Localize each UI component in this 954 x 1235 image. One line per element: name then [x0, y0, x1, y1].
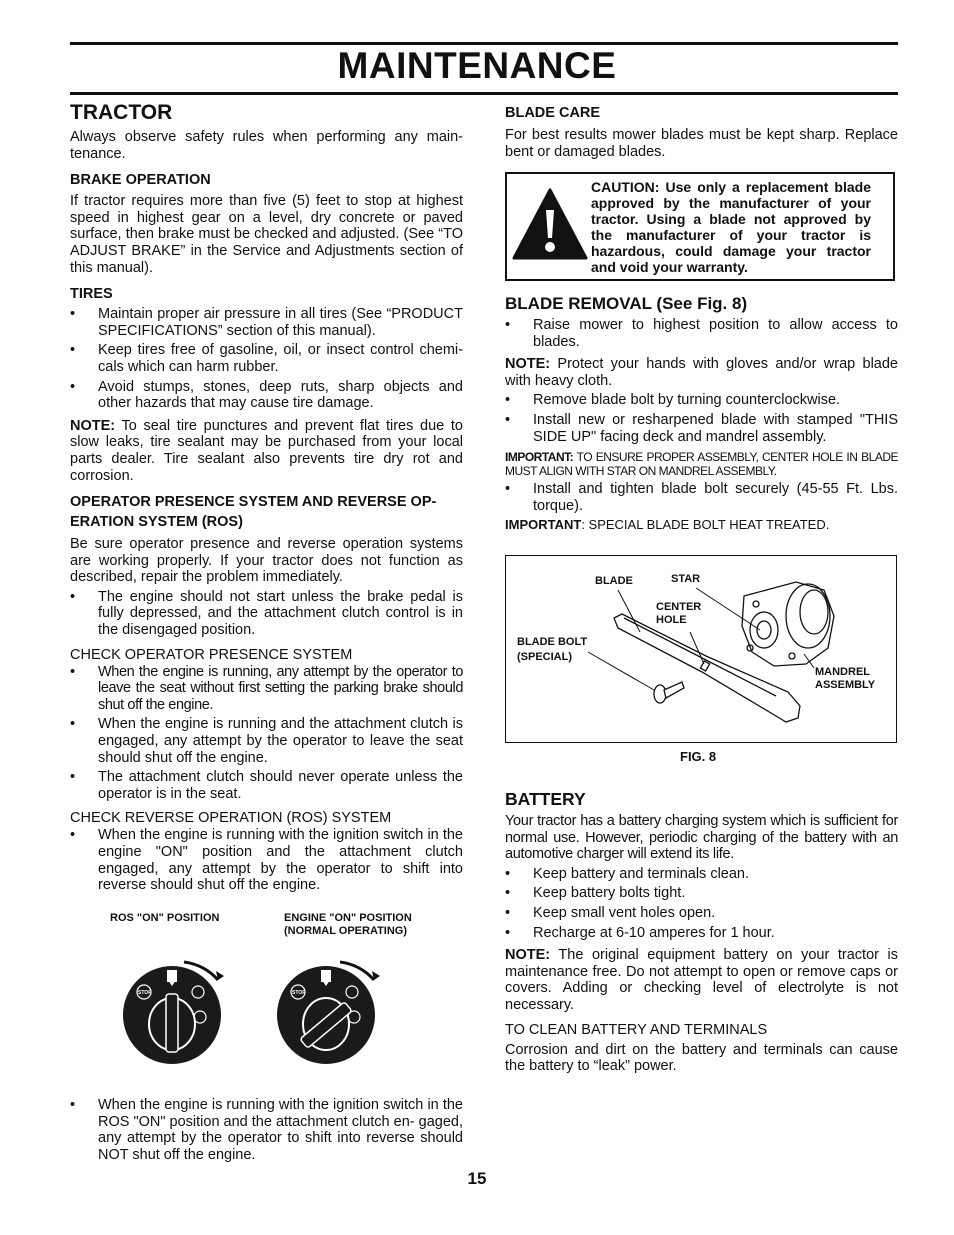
warning-icon: [511, 186, 589, 264]
battery-section: [505, 788, 898, 1075]
important-label: IMPORTANT: [505, 517, 582, 533]
blade-removal-list-3: [505, 481, 898, 514]
ros-text: Be sure operator presence and reverse operation systems are working properly. If your tractor does not function as described, repair the problem immediately.: [70, 536, 463, 586]
blade-care-heading: BLADE CARE: [505, 105, 601, 121]
ops-list: [70, 664, 463, 803]
stop-label-right: STOP: [292, 990, 306, 996]
ros-switch: [123, 962, 224, 1064]
blade-care-text: For best results mower blades must be kept sharp. Replace bent or damaged blades.: [505, 127, 898, 160]
ros-last-list: [70, 1097, 463, 1163]
list-item: • Recharge at 6-10 amperes for 1 hour.: [505, 925, 898, 942]
list-item: • When the engine is running with the ignition switch in the engine "ON" position and the attachment clutch engaged, any attempt by the operator to shift into reverse should shut off the engine.: [70, 827, 463, 893]
fig8-label-hole: HOLE: [656, 614, 687, 626]
list-item: • Raise mower to highest position to allow access to blades.: [505, 317, 898, 350]
note-text: The original equipment battery on your tractor is maintenance free. Do not attempt to open or remove caps or covers. Adding or checking level of electrolyte is not necessary.: [505, 947, 898, 1013]
important-note-1: [505, 450, 898, 478]
header-bottom-rule: [70, 92, 898, 95]
list-item: • The attachment clutch should never operate unless the operator is in the seat.: [70, 769, 463, 802]
caution-box: [505, 172, 895, 281]
note-text: To seal tire punctures and prevent flat tires due to slow leaks, tire sealant may be purchased from your local parts dealer. Tire sealant also prevents tire dry rot and corrosion.: [70, 417, 463, 484]
list-item: • Keep tires free of gasoline, oil, or insect control chemi- cals which can harm rubber.: [70, 342, 463, 375]
blade-removal-note: [505, 356, 898, 389]
tires-note: [70, 418, 463, 484]
important-text: : SPECIAL BLADE BOLT HEAT TREATED.: [581, 517, 830, 533]
list-item: • Remove blade bolt by turning counterclockwise.: [505, 392, 898, 409]
brake-heading: BRAKE OPERATION: [70, 172, 211, 189]
ros-on-label: ROS "ON" POSITION: [110, 912, 220, 924]
list-item: • When the engine is running with the ignition switch in the ROS "ON" position and the attachment clutch en- gaged, any attempt by the operator to shift into reverse should NOT shut off the engine.: [70, 1097, 463, 1163]
battery-text: Your tractor has a battery charging system which is sufficient for normal use. However, periodic charging of the battery with an automotive charger will extend its life.: [505, 813, 898, 863]
fig8-label-blade: BLADE: [595, 575, 633, 587]
note-label: NOTE:: [505, 947, 551, 964]
page-title: MAINTENANCE: [337, 45, 617, 86]
note-label: NOTE:: [505, 356, 551, 373]
list-item: • Install and tighten blade bolt securely (45-55 Ft. Lbs. torque).: [505, 481, 898, 514]
fig8-label-special: (SPECIAL): [517, 651, 572, 663]
fig8-label-center: CENTER: [656, 601, 702, 613]
ignition-switch-figure: [100, 908, 460, 1088]
tractor-heading: TRACTOR: [70, 101, 173, 124]
note-label: NOTE:: [70, 417, 116, 434]
list-item: • Keep battery and terminals clean.: [505, 866, 898, 883]
blade-bolt-drawing: [654, 682, 684, 703]
blade-mandrel-drawing: [506, 556, 896, 742]
brake-text: If tractor requires more than five (5) feet to stop at highest speed in highest gear on a level, dry concrete or paved surface, then brake must be checked and adjusted. (See “TO ADJUST BRAKE” in the Service and Adjustments section of this manual).: [70, 193, 463, 276]
fig8-label-assembly: ASSEMBLY: [815, 679, 876, 691]
fig8-label-bolt: BLADE BOLT: [517, 636, 588, 648]
battery-heading: BATTERY: [505, 789, 586, 809]
fig8-label-mandrel: MANDREL: [815, 666, 870, 678]
list-item: • Install new or resharpened blade with stamped "THIS SIDE UP" facing deck and mandrel assembly.: [505, 412, 898, 445]
check-ros-heading: CHECK REVERSE OPERATION (ROS) SYSTEM: [70, 810, 392, 827]
ignition-switches-drawing: [100, 908, 460, 1088]
list-item: • Keep small vent holes open.: [505, 905, 898, 922]
battery-note: [505, 947, 898, 1013]
tires-heading: TIRES: [70, 286, 113, 303]
caution-text: CAUTION: Use only a replacement blade approved by the manufacturer of your tractor. Using a blade not approved by the manufacturer of your tractor is hazardous, could damage your tractor and void your warranty.: [591, 179, 871, 275]
engine-switch: [277, 962, 380, 1064]
check-ops-heading: CHECK OPERATOR PRESENCE SYSTEM: [70, 646, 353, 663]
fig8-illustration: [505, 555, 897, 743]
tires-list: [70, 306, 463, 412]
fig8-label-star: STAR: [671, 573, 701, 585]
ros-heading-line2: ERATION SYSTEM (ROS): [70, 514, 243, 531]
list-item: • The engine should not start unless the brake pedal is fully depressed, and the attachment clutch control is in the disengaged position.: [70, 589, 463, 639]
list-item: • Keep battery bolts tight.: [505, 885, 898, 902]
ros-heading: [70, 493, 463, 531]
blade-removal-list-2: [505, 392, 898, 445]
ros-check-list: [70, 827, 463, 893]
list-item: • Avoid stumps, stones, deep ruts, sharp objects and other hazards that may cause tire damage.: [70, 379, 463, 412]
important-text: TO ENSURE PROPER ASSEMBLY, CENTER HOLE IN BLADE MUST ALIGN WITH STAR ON MANDREL ASSEMBLY.: [505, 450, 898, 479]
blade-removal-list-1: [505, 317, 898, 350]
page-number: 15: [467, 1169, 487, 1188]
fig8-caption: FIG. 8: [680, 749, 717, 764]
engine-on-label-1: ENGINE "ON" POSITION: [284, 912, 412, 924]
right-column: [505, 104, 898, 160]
clean-battery-text: Corrosion and dirt on the battery and terminals can cause the battery to “leak” power.: [505, 1041, 898, 1075]
tractor-intro: Always observe safety rules when performing any main- tenance.: [70, 129, 463, 162]
list-item: • Maintain proper air pressure in all tires (See “PRODUCT SPECIFICATIONS” section of this manual).: [70, 306, 463, 339]
left-column: [70, 100, 463, 894]
engine-on-label-2: (NORMAL OPERATING): [284, 925, 408, 937]
list-item: • When the engine is running and the attachment clutch is engaged, any attempt by the operator to leave the seat should shut off the engine.: [70, 716, 463, 766]
ros-heading-line1: OPERATOR PRESENCE SYSTEM AND REVERSE OP-: [70, 494, 437, 511]
list-item: • When the engine is running, any attempt by the operator to leave the seat without first setting the parking brake should shut off the engine.: [70, 664, 463, 714]
ros-list: [70, 589, 463, 639]
stop-label-left: STOP: [138, 990, 152, 996]
blade-removal-section: [505, 293, 898, 532]
mandrel-assembly-drawing: [742, 582, 834, 666]
important-label: IMPORTANT:: [505, 450, 574, 465]
important-note-2: [505, 518, 898, 532]
note-text: Protect your hands with gloves and/or wrap blade with heavy cloth.: [505, 356, 898, 389]
battery-list: [505, 866, 898, 941]
ros-last-item-block: [70, 1097, 463, 1163]
blade-removal-heading: BLADE REMOVAL (See Fig. 8): [505, 294, 748, 313]
clean-battery-heading: TO CLEAN BATTERY AND TERMINALS: [505, 1021, 768, 1038]
